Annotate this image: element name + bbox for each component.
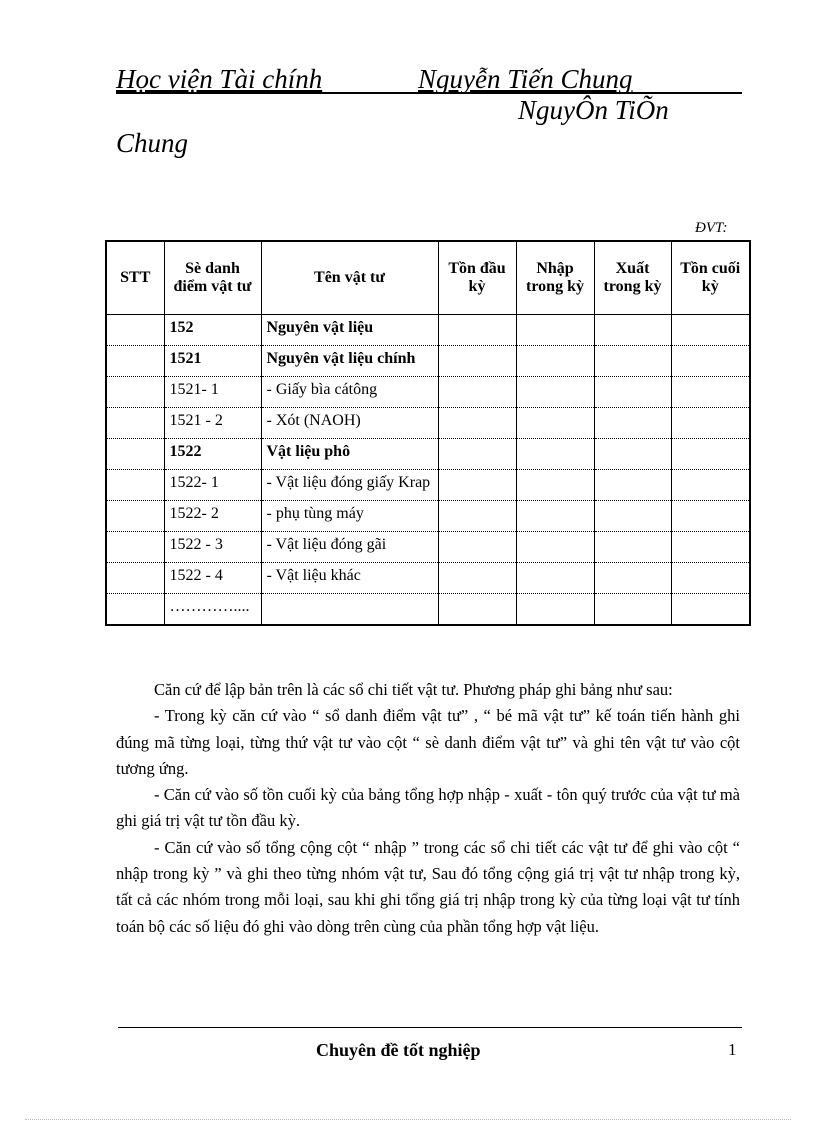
header-issued: Xuất trong kỳ (594, 241, 671, 315)
stt-cell (106, 470, 164, 501)
stt-cell (106, 439, 164, 470)
code-cell: 1522- 1 (164, 470, 261, 501)
stt-cell (106, 377, 164, 408)
closing-cell (671, 470, 750, 501)
table-row (106, 563, 750, 594)
opening-cell (438, 315, 516, 346)
received-cell (516, 439, 594, 470)
stt-cell (106, 532, 164, 563)
institution-name: Học viện Tài chính (116, 64, 323, 94)
closing-cell (671, 532, 750, 563)
issued-cell (594, 594, 671, 626)
issued-cell (594, 439, 671, 470)
paragraph: - Trong kỳ căn cứ vào “ sổ danh điểm vật tư” , “ bé mã vật tư” kế toán tiến hành ghi đúng mã từng loại, từng thứ vật tư vào cột “ sè danh điểm vật tư” và ghi tên vật tư vào cột tương ứng. (116, 706, 740, 778)
name-cell (261, 594, 438, 626)
closing-cell (671, 563, 750, 594)
issued-cell (594, 563, 671, 594)
code-cell: 1522 - 4 (164, 563, 261, 594)
stt-cell (106, 563, 164, 594)
table-row (106, 594, 750, 626)
received-cell (516, 563, 594, 594)
name-cell: - Vật liệu đóng giấy Krap (261, 470, 438, 501)
code-cell: ………….... (164, 594, 261, 626)
code-cell: 1522 (164, 439, 261, 470)
stt-cell (106, 408, 164, 439)
closing-cell (671, 377, 750, 408)
author-name-wrap: Chung (116, 128, 189, 158)
code-cell: 1521- 1 (164, 377, 261, 408)
header-opening: Tồn đầu kỳ (438, 241, 516, 315)
closing-cell (671, 346, 750, 377)
name-cell: - Giấy bìa cátông (261, 377, 438, 408)
received-cell (516, 470, 594, 501)
opening-cell (438, 377, 516, 408)
name-cell: - phụ tùng máy (261, 501, 438, 532)
issued-cell (594, 501, 671, 532)
footer-title: Chuyên đề tốt nghiệp (316, 1040, 481, 1060)
page-number: 1 (728, 1040, 737, 1059)
received-cell (516, 346, 594, 377)
opening-cell (438, 501, 516, 532)
code-cell: 1522 - 3 (164, 532, 261, 563)
opening-cell (438, 346, 516, 377)
opening-cell (438, 470, 516, 501)
table-row (106, 346, 750, 377)
opening-cell (438, 563, 516, 594)
page-header (116, 62, 742, 94)
code-cell: 152 (164, 315, 261, 346)
name-cell: Vật liệu phô (261, 439, 438, 470)
received-cell (516, 408, 594, 439)
code-cell: 1521 (164, 346, 261, 377)
stt-cell (106, 346, 164, 377)
unit-label: ĐVT: (695, 220, 728, 236)
table-row (106, 377, 750, 408)
name-cell: Nguyên vật liệu chính (261, 346, 438, 377)
received-cell (516, 501, 594, 532)
stt-cell (106, 594, 164, 626)
issued-cell (594, 315, 671, 346)
author-name: Nguyễn Tiến Chung (418, 64, 633, 94)
paragraph: Căn cứ để lập bản trên là các sổ chi tiết vật tư. Phương pháp ghi bảng như sau: (154, 680, 673, 699)
stt-cell (106, 315, 164, 346)
body-text (116, 677, 740, 940)
paragraph: - Căn cứ vào số tồn cuối kỳ của bảng tổng hợp nhập - xuất - tôn quý trước của vật tư mà ghi giá trị vật tư tồn đầu kỳ. (116, 785, 740, 831)
header-closing: Tồn cuối kỳ (671, 241, 750, 315)
header-received: Nhập trong kỳ (516, 241, 594, 315)
table-row (106, 470, 750, 501)
code-cell: 1521 - 2 (164, 408, 261, 439)
received-cell (516, 377, 594, 408)
name-cell: Nguyên vật liệu (261, 315, 438, 346)
opening-cell (438, 532, 516, 563)
opening-cell (438, 408, 516, 439)
table-row (106, 408, 750, 439)
issued-cell (594, 470, 671, 501)
header-stt: STT (106, 241, 164, 315)
table-row (106, 439, 750, 470)
closing-cell (671, 408, 750, 439)
header-name: Tên vật tư (261, 241, 438, 315)
code-cell: 1522- 2 (164, 501, 261, 532)
table-header-row (106, 241, 750, 315)
issued-cell (594, 377, 671, 408)
table-row (106, 315, 750, 346)
paragraph: - Căn cứ vào số tổng cộng cột “ nhập ” trong các sổ chi tiết các vật tư để ghi vào cột “ nhập trong kỳ ” và ghi theo từng nhóm vật tư, Sau đó tổng cộng giá trị vật tư nhập trong kỳ, tất cả các nhóm trong mỗi loại, sau khi ghi tổng giá trị nhập trong kỳ của từng loại vật tư tính toán bộ các số liệu đó ghi vào dòng trên cùng của phần tổng hợp vật liệu. (116, 837, 740, 936)
page-bottom-divider (25, 1119, 791, 1120)
table-row (106, 532, 750, 563)
name-cell: - Vật liệu khác (261, 563, 438, 594)
materials-table (105, 240, 751, 626)
footer-divider (118, 1027, 742, 1028)
received-cell (516, 532, 594, 563)
closing-cell (671, 594, 750, 626)
issued-cell (594, 408, 671, 439)
name-cell: - Vật liệu đóng gãi (261, 532, 438, 563)
table-row (106, 501, 750, 532)
opening-cell (438, 439, 516, 470)
closing-cell (671, 501, 750, 532)
closing-cell (671, 315, 750, 346)
received-cell (516, 315, 594, 346)
received-cell (516, 594, 594, 626)
issued-cell (594, 532, 671, 563)
header-code: Sè danh điểm vật tư (164, 241, 261, 315)
issued-cell (594, 346, 671, 377)
author-name-garbled: NguyÔn TiÕn (518, 95, 669, 125)
closing-cell (671, 439, 750, 470)
name-cell: - Xót (NAOH) (261, 408, 438, 439)
opening-cell (438, 594, 516, 626)
stt-cell (106, 501, 164, 532)
